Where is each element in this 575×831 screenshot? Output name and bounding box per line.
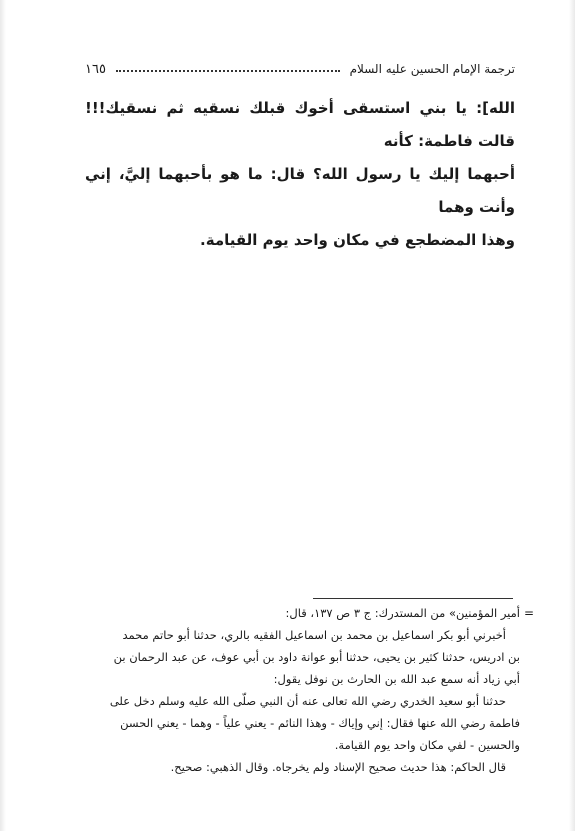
footnote-line: بن ادريس، حدثنا كثير بن يحيى، حدثنا أبو عوانة داود بن أبي عوف، عن عبد الرحمان بن (113, 650, 520, 664)
main-text-line: الله]: يا بني استسقى أخوك قبلك نسقيه ثم نسقيك!!! قالت فاطمة: كأنه (85, 99, 515, 150)
footnote-line: والحسين - لفي مكان واحد يوم القيامة. (334, 738, 520, 752)
footnotes-block (70, 602, 534, 778)
page-edge-right (569, 0, 575, 831)
main-text-line: وهذا المضطجع في مكان واحد يوم القيامة. (200, 231, 515, 249)
running-header (85, 58, 515, 80)
header-title: ترجمة الإمام الحسين عليه السلام (349, 62, 515, 76)
footnote-line: فاطمة رضي الله عنها فقال: إني وإياك - وهذا النائم - يعني علياً - وهما - يعني الحسن (120, 716, 520, 730)
footnote-continuation-mark: = (523, 606, 534, 620)
header-dot-leader (116, 70, 340, 72)
footnote-line: أبي زياد أنه سمع عبد الله بن الحارث بن نوفل يقول: (273, 672, 520, 686)
footnote-line: حدثنا أبو سعيد الخدري رضي الله تعالى عنه أن النبي صلّى الله عليه وسلم دخل على (109, 694, 506, 708)
footnote-line: أمير المؤمنين» من المستدرك: ج ٣ ص ١٣٧، قال: (285, 606, 520, 620)
main-text-block (85, 92, 515, 257)
main-text-line: أحبهما إليك يا رسول الله؟ قال: ما هو بأحبهما إليَّ، إني وأنت وهما (85, 165, 515, 216)
footnote-line: أخبرني أبو بكر اسماعيل بن محمد بن اسماعيل الفقيه بالري، حدثنا أبو حاتم محمد (122, 628, 506, 642)
page-edge-left (0, 0, 6, 831)
footnote-separator (313, 598, 513, 599)
page-number: ١٦٥ (85, 61, 106, 77)
footnote-line: قال الحاكم: هذا حديث صحيح الإسناد ولم يخرجاه. وقال الذهبي: صحيح. (170, 760, 506, 774)
